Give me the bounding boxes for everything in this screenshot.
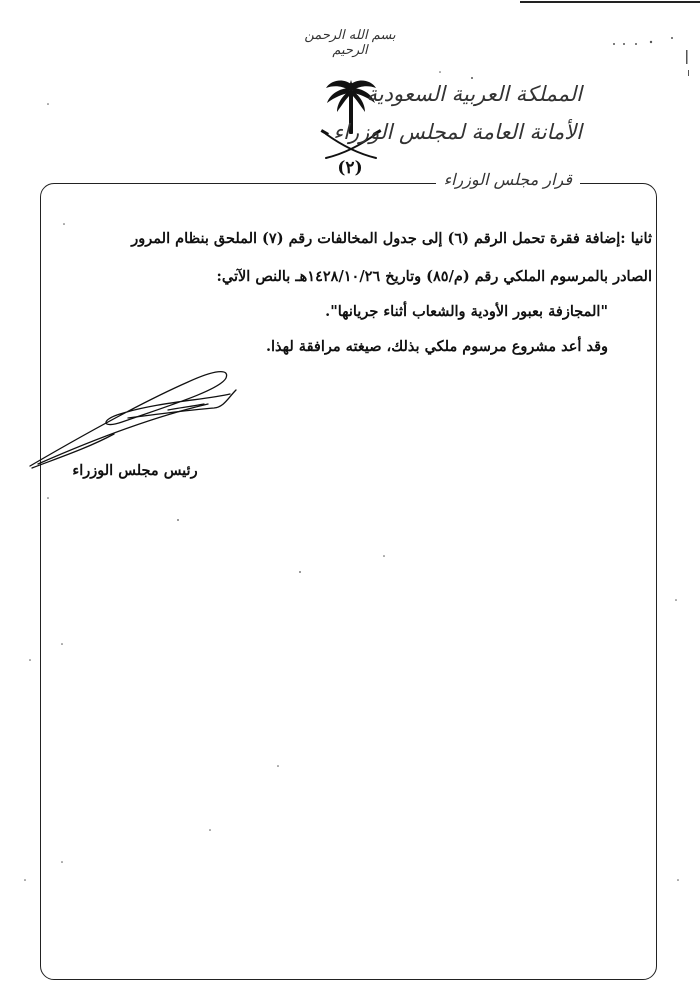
resolution-label: قرار مجلس الوزراء	[436, 170, 580, 189]
page-number: (٢)	[337, 158, 363, 178]
letterhead-secretariat: الأمانة العامة لمجلس الوزراء	[333, 120, 582, 144]
letterhead-kingdom: المملكة العربية السعودية	[366, 82, 582, 106]
body-line: "المجازفة بعبور الأودية والشعاب أثناء جريانها".	[325, 303, 608, 320]
basmala: بسم الله الرحمن الرحيم	[304, 28, 396, 58]
body-line: الصادر بالمرسوم الملكي رقم (م/٨٥) وتاريخ ١٤٢٨/١٠/٢٦هـ بالنص الآتي:	[216, 268, 652, 285]
body-line: ثانيا :إضافة فقرة تحمل الرقم (٦) إلى جدول المخالفات رقم (٧) الملحق بنظام المرور	[131, 230, 652, 247]
body-line: وقد أعد مشروع مرسوم ملكي بذلك، صيغته مرافقة لهذا.	[265, 338, 608, 355]
signatory-title: رئيس مجلس الوزراء	[72, 462, 198, 479]
